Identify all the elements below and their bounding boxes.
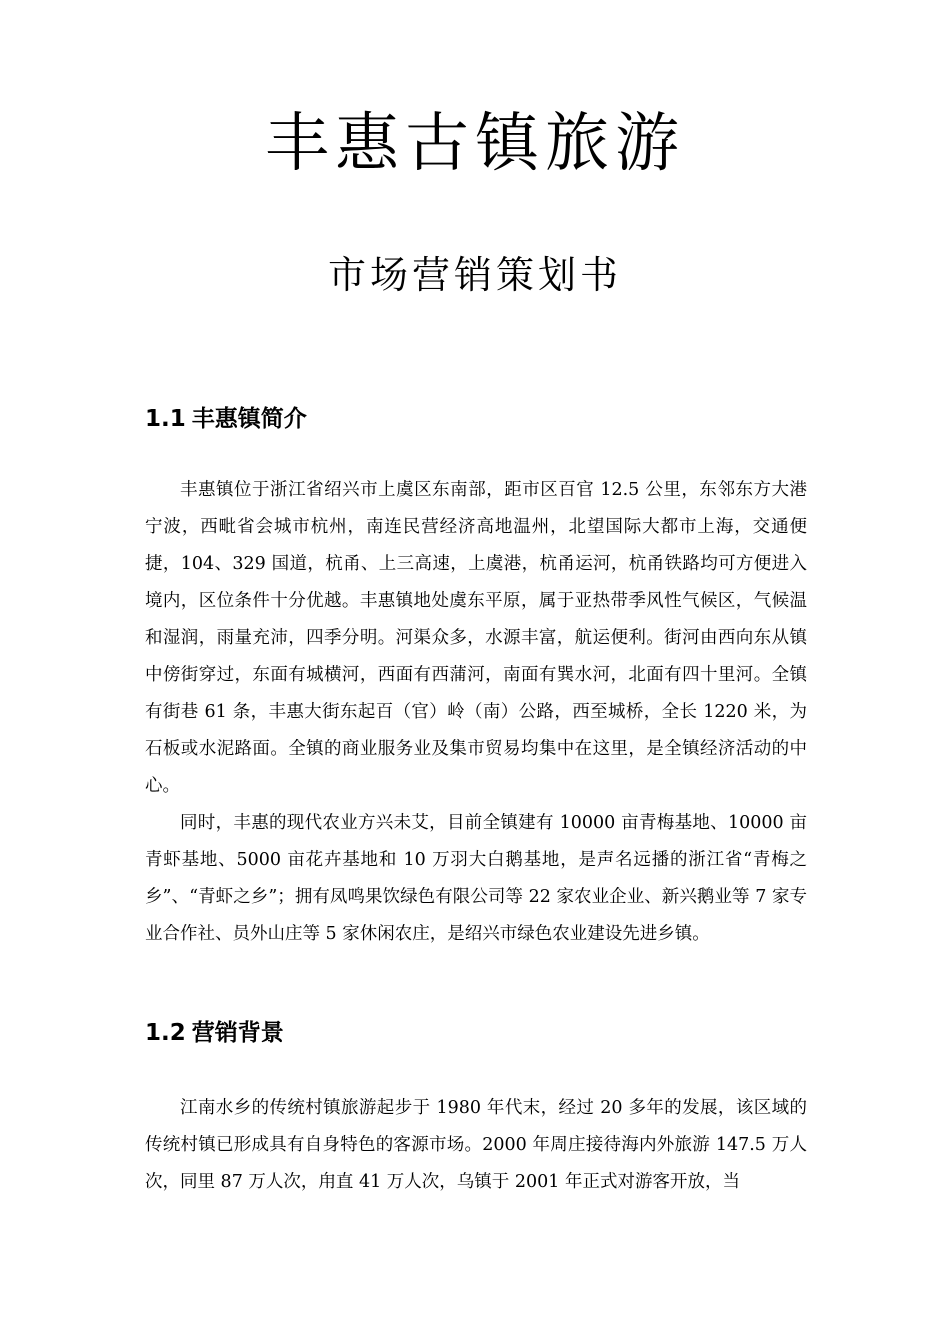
paragraph: 丰惠镇位于浙江省绍兴市上虞区东南部，距市区百官 12.5 公里，东邻东方大港宁波，西毗省会城市杭州，南连民营经济高地温州，北望国际大都市上海，交通便捷，104、329 国道，杭甬、上三高速，上虞港，杭甬运河，杭甬铁路均可方便进入境内，区位条件十分优越。丰惠镇地处虞东平原，属于亚热带季风性气候区，气候温和湿润，雨量充沛，四季分明。河渠众多，水源丰富，航运便利。街河由西向东从镇中傍街穿过，东面有城横河，西面有西蒲河，南面有巽水河，北面有四十里河。全镇有街巷 61 条，丰惠大街东起百（官）岭（南）公路，西至城桥，全长 1220 米，为石板或水泥路面。全镇的商业服务业及集市贸易均集中在这里，是全镇经济活动的中心。 <box>145 480 807 796</box>
paragraph: 江南水乡的传统村镇旅游起步于 1980 年代末，经过 20 多年的发展，该区域的传统村镇已形成具有自身特色的客源市场。2000 年周庄接待海内外旅游 147.5 万人次，同里 87 万人次，甪直 41 万人次，乌镇于 2001 年正式对游客开放，当 <box>145 1098 807 1192</box>
section-heading-background <box>145 1018 805 1048</box>
document-subtitle: 市场营销策划书 <box>327 253 622 297</box>
section-heading-text: 营销背景 <box>191 1020 284 1046</box>
document-title: 丰惠古镇旅游 <box>265 107 685 181</box>
section-number: 1.1 <box>145 406 186 432</box>
section-number: 1.2 <box>145 1020 186 1046</box>
section-heading-intro <box>145 404 805 434</box>
section-body-intro <box>145 472 807 953</box>
section-body-background <box>145 1090 807 1201</box>
paragraph: 同时，丰惠的现代农业方兴未艾，目前全镇建有 10000 亩青梅基地、10000 亩青虾基地、5000 亩花卉基地和 10 万羽大白鹅基地，是声名远播的浙江省“青梅之乡”、“青虾之乡”；拥有凤鸣果饮绿色有限公司等 22 家农业企业、新兴鹅业等 7 家专业合作社、员外山庄等 5 家休闲农庄，是绍兴市绿色农业建设先进乡镇。 <box>145 813 807 944</box>
section-heading-text: 丰惠镇简介 <box>191 406 307 432</box>
